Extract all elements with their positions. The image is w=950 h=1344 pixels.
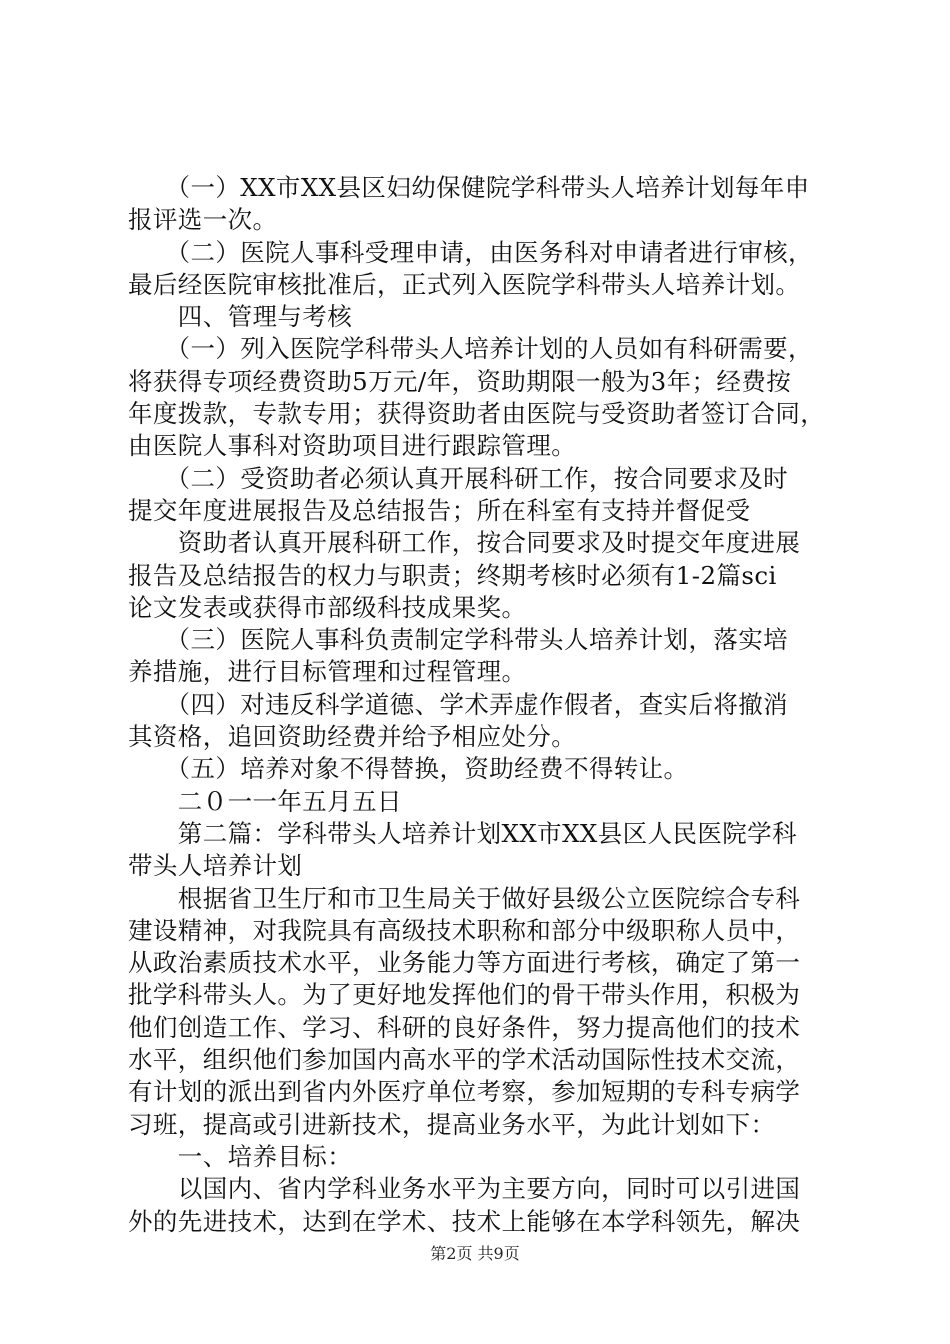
text-line: 有计划的派出到省内外医疗单位考察，参加短期的专科专病学 [128,1077,801,1107]
text-line: 将获得专项经费资助5万元/年，资助期限一般为3年；经费按 [128,366,792,396]
text-line: 报评选一次。 [128,205,278,235]
text-line: （二）医院人事科受理申请，由医务科对申请者进行审核， [128,237,813,267]
page-number: 第2页 共9页 [430,1244,520,1263]
page-footer [0,1244,950,1264]
text-line: 提交年度进展报告及总结报告；所在科室有支持并督促受 [128,495,751,525]
date-line: 二０一一年五月五日 [128,786,402,816]
text-line: 外的先进技术，达到在学术、技术上能够在本学科领先，解决 [128,1206,801,1236]
text-line: 水平，组织他们参加国内高水平的学术活动国际性技术交流， [128,1045,801,1075]
chapter-heading: 第二篇：学科带头人培养计划XX市XX县区人民医院学科 [128,818,797,848]
text-line: 资助者认真开展科研工作，按合同要求及时提交年度进展 [128,528,801,558]
text-line: （五）培养对象不得替换，资助经费不得转让。 [128,754,689,784]
document-body [128,172,834,1238]
text-line: 他们创造工作、学习、科研的良好条件，努力提高他们的技术 [128,1012,801,1042]
text-line: （三）医院人事科负责制定学科带头人培养计划，落实培 [128,625,789,655]
chapter-heading: 带头人培养计划 [128,851,303,881]
text-line: （一）XX市XX县区妇幼保健院学科带头人培养计划每年申 [128,173,810,202]
text-line: （四）对违反科学道德、学术弄虚作假者，查实后将撤消 [128,689,789,719]
text-line: 根据省卫生厅和市卫生局关于做好县级公立医院综合专科 [128,883,801,913]
section-heading: 一、培养目标： [128,1141,353,1171]
text-line: 批学科带头人。为了更好地发挥他们的骨干带头作用，积极为 [128,980,801,1010]
text-line: 养措施，进行目标管理和过程管理。 [128,657,527,687]
text-line: 其资格，追回资助经费并给予相应处分。 [128,722,577,752]
text-line: 从政治素质技术水平，业务能力等方面进行考核，确定了第一 [128,948,801,978]
text-line: 年度拨款，专款专用；获得资助者由医院与受资助者签订合同， [128,399,826,429]
text-line: 报告及总结报告的权力与职责；终期考核时必须有1-2篇sci [128,560,777,590]
text-line: 由医院人事科对资助项目进行跟踪管理。 [128,431,577,461]
text-line: 最后经医院审核批准后，正式列入医院学科带头人培养计划。 [128,269,801,299]
text-line: 建设精神，对我院具有高级技术职称和部分中级职称人员中， [128,915,801,945]
text-line: （二）受资助者必须认真开展科研工作，按合同要求及时 [128,463,789,493]
text-line: 论文发表或获得市部级科技成果奖。 [128,592,527,622]
text-line: 习班，提高或引进新技术，提高业务水平，为此计划如下： [128,1109,776,1139]
text-line: 以国内、省内学科业务水平为主要方向，同时可以引进国 [128,1174,801,1204]
section-heading: 四、管理与考核 [128,302,353,332]
text-line: （一）列入医院学科带头人培养计划的人员如有科研需要， [128,334,813,364]
